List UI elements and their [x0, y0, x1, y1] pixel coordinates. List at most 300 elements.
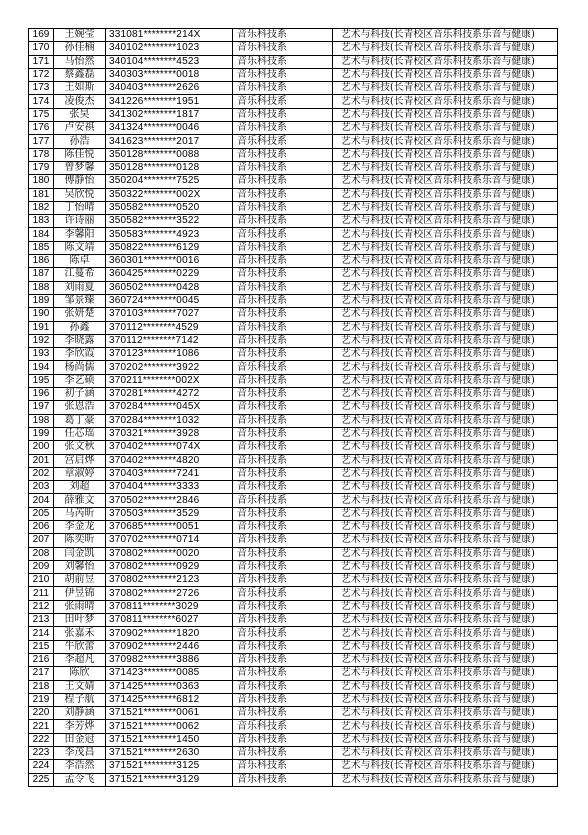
row-number-cell: 196 [29, 388, 54, 401]
student-name-cell: 章淑婷 [54, 467, 106, 480]
program-cell: 艺术与科技(长青校区音乐科技系乐音与健康) [333, 680, 558, 693]
id-number-cell: 340303********0018 [106, 68, 233, 81]
program-cell: 艺术与科技(长青校区音乐科技系乐音与健康) [333, 82, 558, 95]
major-cell: 音乐科技系 [233, 680, 333, 693]
id-number-cell: 350822********6129 [106, 241, 233, 254]
id-number-cell: 371521********0061 [106, 707, 233, 720]
row-number-cell: 183 [29, 215, 54, 228]
id-number-cell: 370982********3886 [106, 653, 233, 666]
table-row [29, 68, 558, 81]
id-number-cell: 341302********1817 [106, 108, 233, 121]
id-number-cell: 370802********2726 [106, 587, 233, 600]
row-number-cell: 174 [29, 95, 54, 108]
program-cell: 艺术与科技(长青校区音乐科技系乐音与健康) [333, 494, 558, 507]
major-cell: 音乐科技系 [233, 481, 333, 494]
row-number-cell: 221 [29, 720, 54, 733]
id-number-cell: 370802********2123 [106, 574, 233, 587]
major-cell: 音乐科技系 [233, 228, 333, 241]
row-number-cell: 217 [29, 667, 54, 680]
student-name-cell: 卢安祺 [54, 122, 106, 135]
row-number-cell: 187 [29, 268, 54, 281]
student-list-table [28, 28, 558, 787]
table-row [29, 693, 558, 706]
row-number-cell: 207 [29, 534, 54, 547]
table-row [29, 667, 558, 680]
program-cell: 艺术与科技(长青校区音乐科技系乐音与健康) [333, 414, 558, 427]
table-row [29, 600, 558, 613]
student-name-cell: 刘馨怡 [54, 560, 106, 573]
row-number-cell: 169 [29, 29, 54, 42]
table-row [29, 507, 558, 520]
row-number-cell: 219 [29, 693, 54, 706]
student-name-cell: 陈奕昕 [54, 534, 106, 547]
major-cell: 音乐科技系 [233, 55, 333, 68]
program-cell: 艺术与科技(长青校区音乐科技系乐音与健康) [333, 29, 558, 42]
major-cell: 音乐科技系 [233, 348, 333, 361]
student-name-cell: 张恩浩 [54, 401, 106, 414]
id-number-cell: 371425********0363 [106, 680, 233, 693]
row-number-cell: 182 [29, 201, 54, 214]
table-row [29, 188, 558, 201]
table-row [29, 175, 558, 188]
student-name-cell: 曾梦馨 [54, 161, 106, 174]
major-cell: 音乐科技系 [233, 414, 333, 427]
row-number-cell: 202 [29, 467, 54, 480]
major-cell: 音乐科技系 [233, 773, 333, 786]
program-cell: 艺术与科技(长青校区音乐科技系乐音与健康) [333, 268, 558, 281]
major-cell: 音乐科技系 [233, 388, 333, 401]
id-number-cell: 370503********3529 [106, 507, 233, 520]
id-number-cell: 370284********1032 [106, 414, 233, 427]
student-name-cell: 初子涵 [54, 388, 106, 401]
table-row [29, 640, 558, 653]
program-cell: 艺术与科技(长青校区音乐科技系乐音与健康) [333, 773, 558, 786]
id-number-cell: 371521********0062 [106, 720, 233, 733]
student-name-cell: 葛丁豪 [54, 414, 106, 427]
row-number-cell: 170 [29, 42, 54, 55]
table-row [29, 334, 558, 347]
row-number-cell: 210 [29, 574, 54, 587]
table-row [29, 148, 558, 161]
major-cell: 音乐科技系 [233, 467, 333, 480]
row-number-cell: 223 [29, 747, 54, 760]
table-row [29, 122, 558, 135]
row-number-cell: 220 [29, 707, 54, 720]
program-cell: 艺术与科技(长青校区音乐科技系乐音与健康) [333, 614, 558, 627]
major-cell: 音乐科技系 [233, 122, 333, 135]
table-body [29, 29, 558, 787]
program-cell: 艺术与科技(长青校区音乐科技系乐音与健康) [333, 308, 558, 321]
program-cell: 艺术与科技(长青校区音乐科技系乐音与健康) [333, 55, 558, 68]
program-cell: 艺术与科技(长青校区音乐科技系乐音与健康) [333, 95, 558, 108]
student-name-cell: 宫启烨 [54, 454, 106, 467]
program-cell: 艺术与科技(长青校区音乐科技系乐音与健康) [333, 720, 558, 733]
table-row [29, 401, 558, 414]
row-number-cell: 201 [29, 454, 54, 467]
major-cell: 音乐科技系 [233, 95, 333, 108]
student-name-cell: 马芮昕 [54, 507, 106, 520]
row-number-cell: 190 [29, 308, 54, 321]
program-cell: 艺术与科技(长青校区音乐科技系乐音与健康) [333, 161, 558, 174]
program-cell: 艺术与科技(长青校区音乐科技系乐音与健康) [333, 574, 558, 587]
id-number-cell: 370902********2446 [106, 640, 233, 653]
row-number-cell: 188 [29, 281, 54, 294]
major-cell: 音乐科技系 [233, 747, 333, 760]
row-number-cell: 175 [29, 108, 54, 121]
program-cell: 艺术与科技(长青校区音乐科技系乐音与健康) [333, 733, 558, 746]
row-number-cell: 198 [29, 414, 54, 427]
student-name-cell: 程子航 [54, 693, 106, 706]
id-number-cell: 350322********002X [106, 188, 233, 201]
student-name-cell: 丁怡晴 [54, 201, 106, 214]
table-row [29, 547, 558, 560]
table-row [29, 733, 558, 746]
row-number-cell: 215 [29, 640, 54, 653]
major-cell: 音乐科技系 [233, 401, 333, 414]
row-number-cell: 176 [29, 122, 54, 135]
row-number-cell: 225 [29, 773, 54, 786]
program-cell: 艺术与科技(长青校区音乐科技系乐音与健康) [333, 255, 558, 268]
row-number-cell: 203 [29, 481, 54, 494]
id-number-cell: 370103********7027 [106, 308, 233, 321]
program-cell: 艺术与科技(长青校区音乐科技系乐音与健康) [333, 547, 558, 560]
major-cell: 音乐科技系 [233, 707, 333, 720]
id-number-cell: 370281********4272 [106, 388, 233, 401]
student-name-cell: 李晓露 [54, 334, 106, 347]
id-number-cell: 350204********7525 [106, 175, 233, 188]
id-number-cell: 370403********7241 [106, 467, 233, 480]
id-number-cell: 370123********1086 [106, 348, 233, 361]
program-cell: 艺术与科技(长青校区音乐科技系乐音与健康) [333, 534, 558, 547]
student-name-cell: 凌俊杰 [54, 95, 106, 108]
student-name-cell: 李超凡 [54, 653, 106, 666]
major-cell: 音乐科技系 [233, 454, 333, 467]
id-number-cell: 370202********3922 [106, 361, 233, 374]
student-name-cell: 吴欣悦 [54, 188, 106, 201]
major-cell: 音乐科技系 [233, 201, 333, 214]
student-name-cell: 陈文靖 [54, 241, 106, 254]
major-cell: 音乐科技系 [233, 135, 333, 148]
table-row [29, 680, 558, 693]
program-cell: 艺术与科技(长青校区音乐科技系乐音与健康) [333, 281, 558, 294]
student-name-cell: 王婉莹 [54, 29, 106, 42]
program-cell: 艺术与科技(长青校区音乐科技系乐音与健康) [333, 388, 558, 401]
student-name-cell: 江蔓希 [54, 268, 106, 281]
table-row [29, 228, 558, 241]
table-row [29, 201, 558, 214]
major-cell: 音乐科技系 [233, 334, 333, 347]
major-cell: 音乐科技系 [233, 494, 333, 507]
row-number-cell: 214 [29, 627, 54, 640]
program-cell: 艺术与科技(长青校区音乐科技系乐音与健康) [333, 427, 558, 440]
id-number-cell: 360425********0229 [106, 268, 233, 281]
major-cell: 音乐科技系 [233, 108, 333, 121]
row-number-cell: 218 [29, 680, 54, 693]
student-name-cell: 闫金凯 [54, 547, 106, 560]
program-cell: 艺术与科技(长青校区音乐科技系乐音与健康) [333, 348, 558, 361]
table-row [29, 108, 558, 121]
student-name-cell: 张昊 [54, 108, 106, 121]
student-name-cell: 张嘉禾 [54, 627, 106, 640]
student-name-cell: 李浩然 [54, 760, 106, 773]
row-number-cell: 224 [29, 760, 54, 773]
table-row [29, 707, 558, 720]
program-cell: 艺术与科技(长青校区音乐科技系乐音与健康) [333, 481, 558, 494]
student-name-cell: 许诗丽 [54, 215, 106, 228]
row-number-cell: 199 [29, 427, 54, 440]
major-cell: 音乐科技系 [233, 42, 333, 55]
row-number-cell: 206 [29, 520, 54, 533]
table-row [29, 135, 558, 148]
program-cell: 艺术与科技(长青校区音乐科技系乐音与健康) [333, 401, 558, 414]
id-number-cell: 370802********0020 [106, 547, 233, 560]
id-number-cell: 360724********0045 [106, 294, 233, 307]
id-number-cell: 371425********6812 [106, 693, 233, 706]
major-cell: 音乐科技系 [233, 161, 333, 174]
table-row [29, 773, 558, 786]
id-number-cell: 370284********045X [106, 401, 233, 414]
student-name-cell: 陈佳悦 [54, 148, 106, 161]
table-row [29, 308, 558, 321]
row-number-cell: 184 [29, 228, 54, 241]
student-name-cell: 傅静怡 [54, 175, 106, 188]
table-row [29, 760, 558, 773]
major-cell: 音乐科技系 [233, 374, 333, 387]
student-name-cell: 刘超 [54, 481, 106, 494]
id-number-cell: 370402********074X [106, 441, 233, 454]
table-row [29, 321, 558, 334]
id-number-cell: 371521********1450 [106, 733, 233, 746]
table-row [29, 82, 558, 95]
table-row [29, 614, 558, 627]
row-number-cell: 195 [29, 374, 54, 387]
major-cell: 音乐科技系 [233, 733, 333, 746]
student-name-cell: 邹景臻 [54, 294, 106, 307]
student-name-cell: 李馨阳 [54, 228, 106, 241]
major-cell: 音乐科技系 [233, 640, 333, 653]
student-name-cell: 孙佳楠 [54, 42, 106, 55]
id-number-cell: 371423********0085 [106, 667, 233, 680]
student-name-cell: 伊昱锦 [54, 587, 106, 600]
major-cell: 音乐科技系 [233, 653, 333, 666]
student-name-cell: 薛雅文 [54, 494, 106, 507]
id-number-cell: 340102********1023 [106, 42, 233, 55]
row-number-cell: 200 [29, 441, 54, 454]
program-cell: 艺术与科技(长青校区音乐科技系乐音与健康) [333, 707, 558, 720]
program-cell: 艺术与科技(长青校区音乐科技系乐音与健康) [333, 374, 558, 387]
id-number-cell: 341324********0046 [106, 122, 233, 135]
major-cell: 音乐科技系 [233, 361, 333, 374]
row-number-cell: 172 [29, 68, 54, 81]
table-row [29, 348, 558, 361]
student-name-cell: 任芯瑶 [54, 427, 106, 440]
id-number-cell: 370112********7142 [106, 334, 233, 347]
program-cell: 艺术与科技(长青校区音乐科技系乐音与健康) [333, 321, 558, 334]
student-name-cell: 王如斯 [54, 82, 106, 95]
table-row [29, 574, 558, 587]
id-number-cell: 340403********2626 [106, 82, 233, 95]
id-number-cell: 331081********214X [106, 29, 233, 42]
major-cell: 音乐科技系 [233, 255, 333, 268]
program-cell: 艺术与科技(长青校区音乐科技系乐音与健康) [333, 653, 558, 666]
table-row [29, 414, 558, 427]
program-cell: 艺术与科技(长青校区音乐科技系乐音与健康) [333, 520, 558, 533]
program-cell: 艺术与科技(长青校区音乐科技系乐音与健康) [333, 560, 558, 573]
id-number-cell: 370321********3928 [106, 427, 233, 440]
row-number-cell: 222 [29, 733, 54, 746]
student-name-cell: 王文婧 [54, 680, 106, 693]
program-cell: 艺术与科技(长青校区音乐科技系乐音与健康) [333, 587, 558, 600]
major-cell: 音乐科技系 [233, 693, 333, 706]
program-cell: 艺术与科技(长青校区音乐科技系乐音与健康) [333, 760, 558, 773]
id-number-cell: 370685********0051 [106, 520, 233, 533]
table-row [29, 560, 558, 573]
table-row [29, 720, 558, 733]
major-cell: 音乐科技系 [233, 294, 333, 307]
row-number-cell: 180 [29, 175, 54, 188]
table-row [29, 95, 558, 108]
student-name-cell: 杨尚儒 [54, 361, 106, 374]
table-row [29, 627, 558, 640]
id-number-cell: 341226********1951 [106, 95, 233, 108]
row-number-cell: 197 [29, 401, 54, 414]
row-number-cell: 193 [29, 348, 54, 361]
id-number-cell: 370404********3333 [106, 481, 233, 494]
major-cell: 音乐科技系 [233, 215, 333, 228]
id-number-cell: 370502********2846 [106, 494, 233, 507]
major-cell: 音乐科技系 [233, 427, 333, 440]
id-number-cell: 350128********0128 [106, 161, 233, 174]
major-cell: 音乐科技系 [233, 68, 333, 81]
row-number-cell: 192 [29, 334, 54, 347]
program-cell: 艺术与科技(长青校区音乐科技系乐音与健康) [333, 42, 558, 55]
table-row [29, 747, 558, 760]
id-number-cell: 370802********0929 [106, 560, 233, 573]
id-number-cell: 350582********0520 [106, 201, 233, 214]
student-name-cell: 李茂昌 [54, 747, 106, 760]
program-cell: 艺术与科技(长青校区音乐科技系乐音与健康) [333, 175, 558, 188]
student-name-cell: 李金龙 [54, 520, 106, 533]
table-row [29, 454, 558, 467]
row-number-cell: 216 [29, 653, 54, 666]
program-cell: 艺术与科技(长青校区音乐科技系乐音与健康) [333, 441, 558, 454]
program-cell: 艺术与科技(长青校区音乐科技系乐音与健康) [333, 361, 558, 374]
program-cell: 艺术与科技(长青校区音乐科技系乐音与健康) [333, 201, 558, 214]
program-cell: 艺术与科技(长青校区音乐科技系乐音与健康) [333, 454, 558, 467]
program-cell: 艺术与科技(长青校区音乐科技系乐音与健康) [333, 135, 558, 148]
table-row [29, 161, 558, 174]
major-cell: 音乐科技系 [233, 614, 333, 627]
program-cell: 艺术与科技(长青校区音乐科技系乐音与健康) [333, 507, 558, 520]
id-number-cell: 371521********3125 [106, 760, 233, 773]
major-cell: 音乐科技系 [233, 720, 333, 733]
major-cell: 音乐科技系 [233, 241, 333, 254]
major-cell: 音乐科技系 [233, 188, 333, 201]
id-number-cell: 341623********2017 [106, 135, 233, 148]
program-cell: 艺术与科技(长青校区音乐科技系乐音与健康) [333, 188, 558, 201]
row-number-cell: 212 [29, 600, 54, 613]
student-name-cell: 田金冠 [54, 733, 106, 746]
row-number-cell: 204 [29, 494, 54, 507]
program-cell: 艺术与科技(长青校区音乐科技系乐音与健康) [333, 122, 558, 135]
student-name-cell: 张妍楚 [54, 308, 106, 321]
student-name-cell: 孙浩 [54, 135, 106, 148]
student-name-cell: 李芳烨 [54, 720, 106, 733]
row-number-cell: 205 [29, 507, 54, 520]
id-number-cell: 370112********4529 [106, 321, 233, 334]
table-row [29, 29, 558, 42]
major-cell: 音乐科技系 [233, 148, 333, 161]
row-number-cell: 208 [29, 547, 54, 560]
major-cell: 音乐科技系 [233, 321, 333, 334]
major-cell: 音乐科技系 [233, 82, 333, 95]
major-cell: 音乐科技系 [233, 29, 333, 42]
row-number-cell: 173 [29, 82, 54, 95]
row-number-cell: 189 [29, 294, 54, 307]
table-row [29, 55, 558, 68]
major-cell: 音乐科技系 [233, 268, 333, 281]
id-number-cell: 370811********3029 [106, 600, 233, 613]
id-number-cell: 350128********0088 [106, 148, 233, 161]
major-cell: 音乐科技系 [233, 600, 333, 613]
student-name-cell: 马怡然 [54, 55, 106, 68]
table-row [29, 441, 558, 454]
table-row [29, 481, 558, 494]
row-number-cell: 171 [29, 55, 54, 68]
row-number-cell: 191 [29, 321, 54, 334]
student-name-cell: 陈卓 [54, 255, 106, 268]
program-cell: 艺术与科技(长青校区音乐科技系乐音与健康) [333, 467, 558, 480]
major-cell: 音乐科技系 [233, 760, 333, 773]
id-number-cell: 350583********4923 [106, 228, 233, 241]
major-cell: 音乐科技系 [233, 667, 333, 680]
table-row [29, 42, 558, 55]
table-row [29, 255, 558, 268]
id-number-cell: 371521********3129 [106, 773, 233, 786]
program-cell: 艺术与科技(长青校区音乐科技系乐音与健康) [333, 627, 558, 640]
id-number-cell: 370211********002X [106, 374, 233, 387]
table-row [29, 294, 558, 307]
program-cell: 艺术与科技(长青校区音乐科技系乐音与健康) [333, 640, 558, 653]
student-name-cell: 孟令飞 [54, 773, 106, 786]
table-row [29, 374, 558, 387]
row-number-cell: 186 [29, 255, 54, 268]
major-cell: 音乐科技系 [233, 560, 333, 573]
id-number-cell: 370811********6027 [106, 614, 233, 627]
id-number-cell: 371521********2630 [106, 747, 233, 760]
program-cell: 艺术与科技(长青校区音乐科技系乐音与健康) [333, 228, 558, 241]
student-name-cell: 胡前昱 [54, 574, 106, 587]
table-row [29, 388, 558, 401]
id-number-cell: 370402********4820 [106, 454, 233, 467]
program-cell: 艺术与科技(长青校区音乐科技系乐音与健康) [333, 215, 558, 228]
row-number-cell: 178 [29, 148, 54, 161]
id-number-cell: 360502********0428 [106, 281, 233, 294]
table-row [29, 494, 558, 507]
student-name-cell: 张文秋 [54, 441, 106, 454]
program-cell: 艺术与科技(长青校区音乐科技系乐音与健康) [333, 693, 558, 706]
student-name-cell: 李欣霞 [54, 348, 106, 361]
student-name-cell: 刘雨夏 [54, 281, 106, 294]
student-name-cell: 田叶梦 [54, 614, 106, 627]
table-row [29, 427, 558, 440]
row-number-cell: 185 [29, 241, 54, 254]
major-cell: 音乐科技系 [233, 281, 333, 294]
major-cell: 音乐科技系 [233, 627, 333, 640]
student-name-cell: 张雨晴 [54, 600, 106, 613]
major-cell: 音乐科技系 [233, 175, 333, 188]
major-cell: 音乐科技系 [233, 520, 333, 533]
